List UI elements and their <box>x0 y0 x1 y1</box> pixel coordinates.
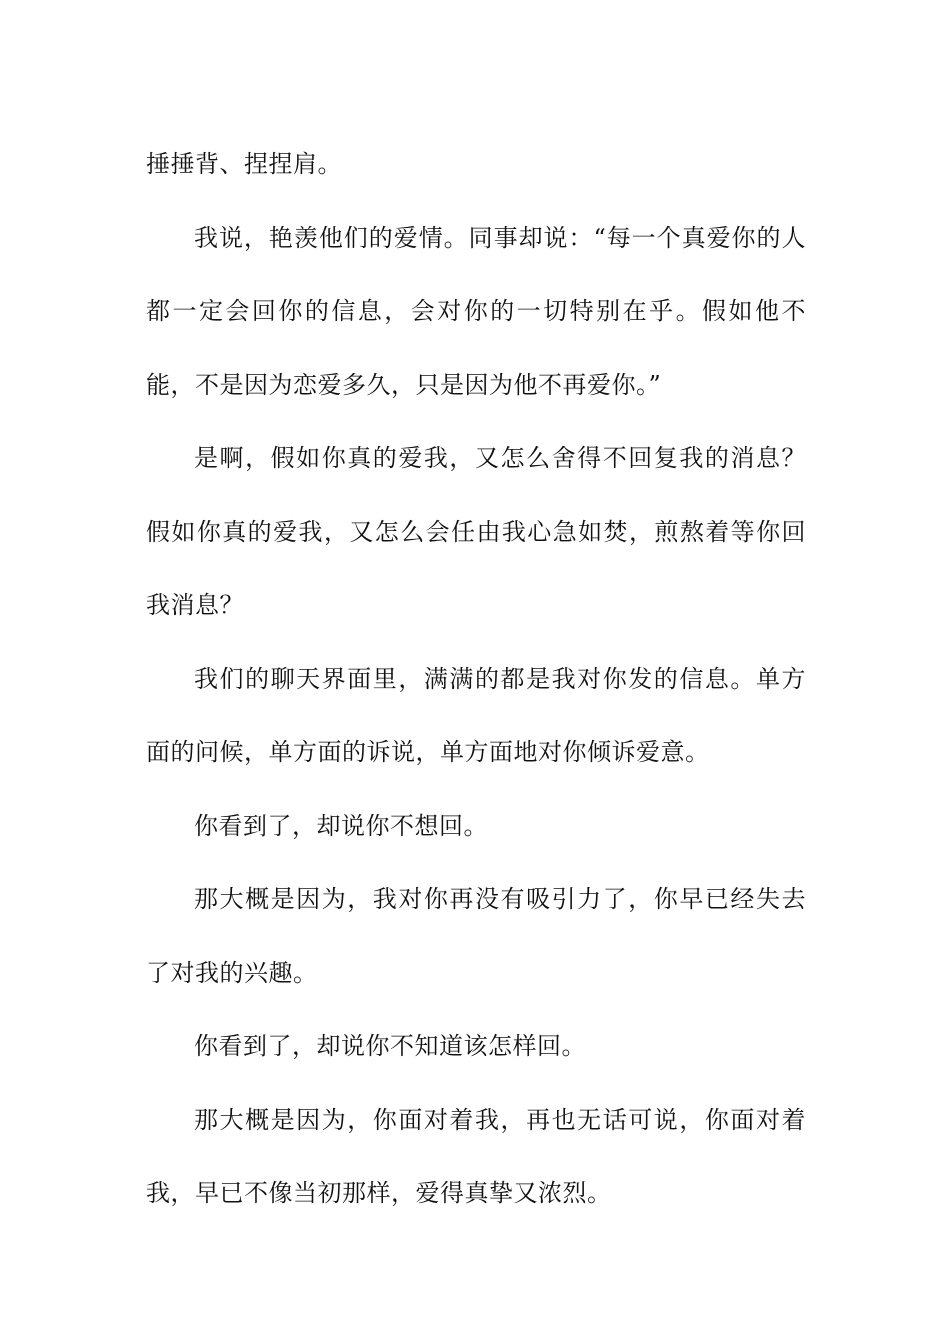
paragraph-3: 是啊，假如你真的爱我，又怎么舍得不回复我的消息？假如你真的爱我，又怎么会任由我心急如焚，煎熬着等你回我消息？ <box>146 444 806 619</box>
document-body <box>146 128 806 1231</box>
paragraph-1: 捶捶背、捏捏肩。 <box>146 150 342 178</box>
paragraph-6: 那大概是因为，我对你再没有吸引力了，你早已经失去了对我的兴趣。 <box>146 885 806 987</box>
paragraph-4: 我们的聊天界面里，满满的都是我对你发的信息。单方面的问候，单方面的诉说，单方面地对你倾诉爱意。 <box>146 664 806 766</box>
paragraph-7: 你看到了，却说你不知道该怎样回。 <box>194 1032 586 1060</box>
paragraph-5: 你看到了，却说你不想回。 <box>194 811 488 840</box>
paragraph-2: 我说，艳羡他们的爱情。同事却说：“每一个真爱你的人都一定会回你的信息，会对你的一切特别在乎。假如他不能，不是因为恋爱多久，只是因为他不再爱你。” <box>146 223 806 399</box>
paragraph-8: 那大概是因为，你面对着我，再也无话可说，你面对着我，早已不像当初那样，爱得真挚又浓烈。 <box>146 1105 806 1207</box>
